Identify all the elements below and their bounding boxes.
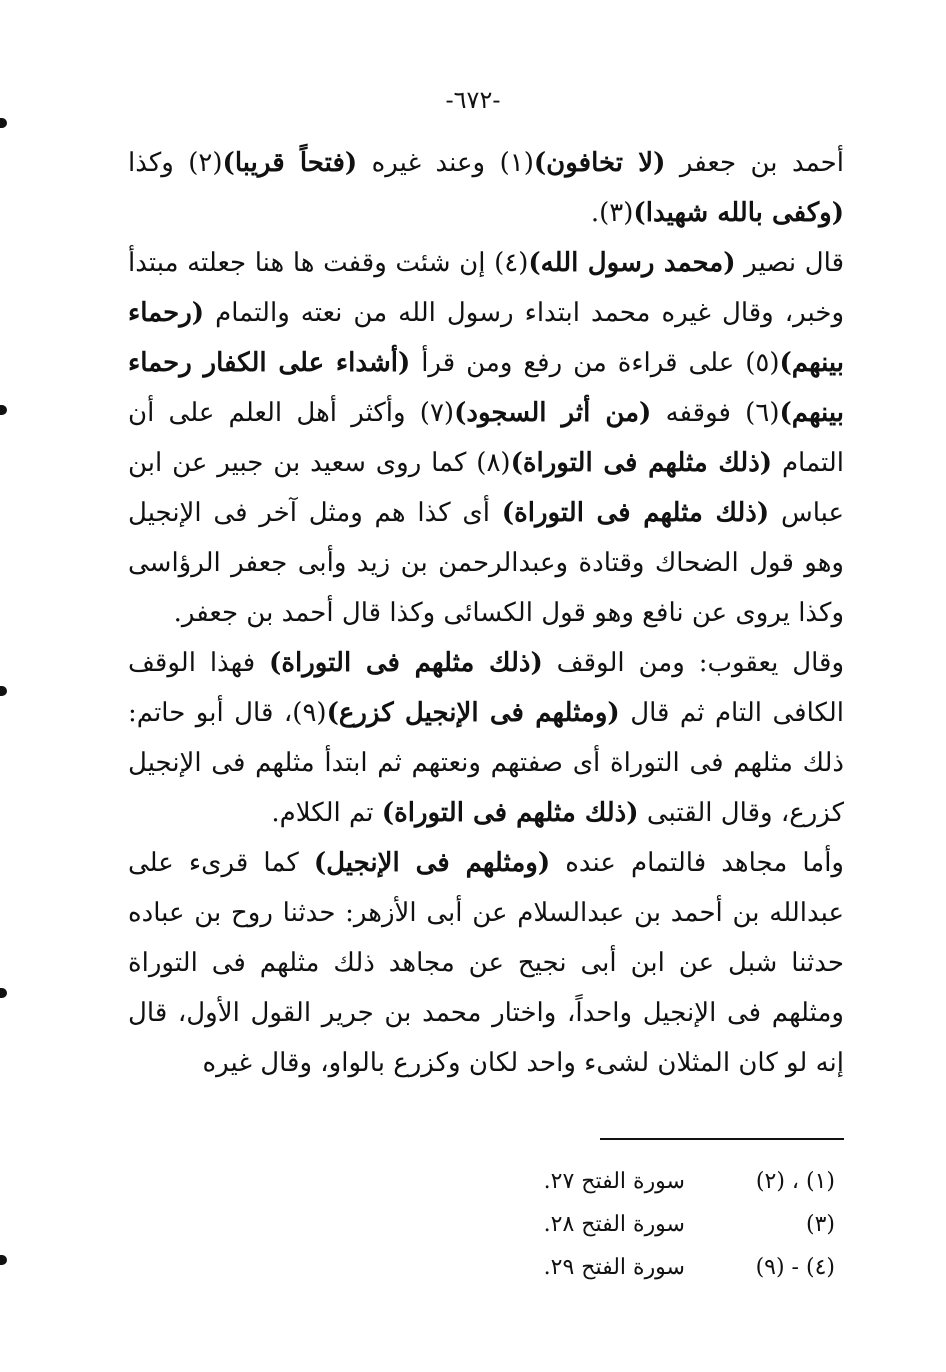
quran-quote: (أشداء على الكفار رحماء بينهم) <box>128 348 844 428</box>
paragraph-2 <box>128 238 844 638</box>
text-run: كما قرىء على عبدالله بن أحمد بن عبدالسلام عن أبى الأزهر: حدثنا روح بن عباده حدثنا شبل عن ابن أبى نجيح عن مجاهد ذلك مثلهم فى التوراة ومثلهم فى الإنجيل واحداً، واختار محمد بن جرير القول الأول، قال إنه لو كان المثلان لشىء واحد لكان وكزرع بالواو، وقال غيره <box>128 848 844 1078</box>
text-run: أحمد بن جعفر <box>665 148 844 178</box>
footnotes <box>500 1160 835 1289</box>
binding-hole-mark <box>0 405 7 415</box>
text-run: أى كذا هم ومثل آخر فى الإنجيل وهو قول الضحاك وقتادة وعبدالرحمن بن زيد وأبى جعفر الرؤاسى وكذا يروى عن نافع وهو قول الكسائى وكذا قال أحمد بن جعفر. <box>128 498 844 628</box>
quran-quote: (ذلك مثلهم فى التوراة) <box>510 448 773 478</box>
text-run: (٥) على قراءة من رفع ومن قرأ <box>410 348 780 378</box>
text-run: (٤) إن شئت وقفت ها هنا جعلته مبتدأ وخبر، وقال غيره محمد ابتداء رسول الله من نعته والتمام <box>128 248 844 328</box>
footnote-ref: (٤) - (٩) <box>755 1255 835 1280</box>
binding-hole-mark <box>0 988 7 998</box>
footnote <box>500 1246 835 1289</box>
text-run: (١) وعند غيره <box>357 148 534 178</box>
text-run: (٧) وأكثر أهل العلم على أن التمام <box>128 398 844 478</box>
text-run: (٦) فوقفه <box>651 398 780 428</box>
binding-hole-mark <box>0 686 7 696</box>
footnote <box>500 1203 835 1246</box>
quran-quote: (من أثر السجود) <box>454 398 652 428</box>
body-text <box>128 138 844 1088</box>
footnote-text: سورة الفتح ٢٧. <box>543 1169 685 1194</box>
quran-quote: (ذلك مثلهم فى التوراة) <box>501 498 770 528</box>
quran-quote: (وكفى بالله شهيدا) <box>633 198 844 228</box>
quran-quote: (رحماء بينهم) <box>128 298 845 378</box>
text-run: فهذا الوقف الكافى التام ثم قال <box>128 648 844 728</box>
text-run: وأما مجاهد فالتمام عنده <box>550 848 844 878</box>
quran-quote: (لا تخافون) <box>533 148 666 178</box>
text-run: تم الكلام. <box>271 798 382 828</box>
footnote-ref: (١) ، (٢) <box>755 1169 835 1194</box>
binding-hole-mark <box>0 118 7 128</box>
paragraph-1 <box>128 138 844 238</box>
footnote-separator <box>600 1138 844 1140</box>
footnote <box>500 1160 835 1203</box>
binding-hole-mark <box>0 1255 7 1265</box>
quran-quote: (ذلك مثلهم فى التوراة) <box>269 648 543 678</box>
page-number: -٦٧٢- <box>445 86 501 114</box>
quran-quote: (محمد رسول الله) <box>528 248 736 278</box>
footnote-text: سورة الفتح ٢٨. <box>543 1212 685 1237</box>
text-run: (٩)، قال أبو حاتم: ذلك مثلهم فى التوراة أى صفتهم ونعتهم ثم ابتدأ مثلهم فى الإنجيل كزرع، وقال القتبى <box>128 698 844 828</box>
paragraph-3 <box>128 638 844 838</box>
quran-quote: (ومثلهم فى الإنجيل كزرع) <box>326 698 620 728</box>
text-run: قال نصير <box>735 248 845 278</box>
quran-quote: (ذلك مثلهم فى التوراة) <box>381 798 639 828</box>
quran-quote: (ومثلهم فى الإنجيل) <box>313 848 551 878</box>
quran-quote: (فتحاً قريبا) <box>222 148 358 178</box>
text-run: (٨) كما روى سعيد بن جبير عن ابن عباس <box>128 448 844 528</box>
footnote-text: سورة الفتح ٢٩. <box>543 1255 685 1280</box>
text-run: وقال يعقوب: ومن الوقف <box>542 648 845 678</box>
text-run: (٢) وكذا <box>128 148 223 178</box>
footnote-ref: (٣) <box>805 1212 835 1237</box>
text-run: (٣). <box>590 198 634 228</box>
paragraph-4 <box>128 838 844 1088</box>
